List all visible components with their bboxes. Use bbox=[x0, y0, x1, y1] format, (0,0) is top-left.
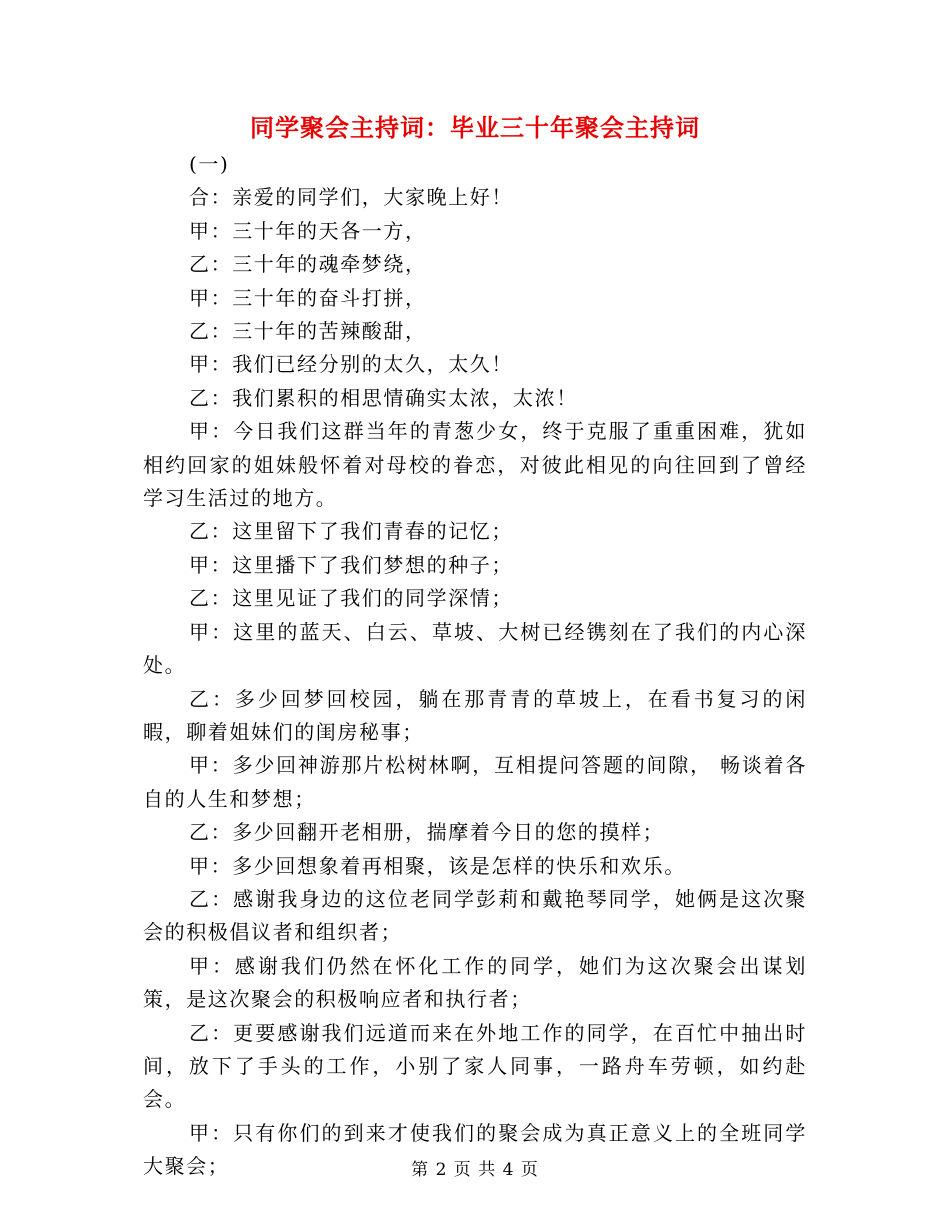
paragraph: 甲：多少回神游那片松树林啊，互相提问答题的间隙， 畅谈着各自的人生和梦想； bbox=[143, 753, 807, 811]
paragraph: 乙：我们累积的相思情确实太浓，太浓！ bbox=[189, 385, 578, 410]
paragraph: 乙：三十年的苦辣酸甜， bbox=[189, 319, 427, 344]
paragraph: 乙：这里见证了我们的同学深情； bbox=[189, 586, 513, 611]
paragraph: 甲：这里的蓝天、白云、草坡、大树已经镌刻在了我们的内心深处。 bbox=[143, 619, 807, 678]
paragraph: 乙：多少回梦回校园，躺在那青青的草坡上，在看书复习的闲暇，聊着姐妹们的闺房秘事； bbox=[143, 686, 807, 744]
paragraph: 甲：三十年的天各一方， bbox=[189, 218, 427, 243]
document-title: 同学聚会主持词：毕业三十年聚会主持词 bbox=[250, 113, 700, 142]
paragraph: 乙：更要感谢我们远道而来在外地工作的同学，在百忙中抽出时间，放下了手头的工作，小别了家人同事，一路舟车劳顿，如约赴会。 bbox=[143, 1020, 807, 1112]
paragraph: 乙：多少回翻开老相册，揣摩着今日的您的摸样； bbox=[189, 820, 665, 845]
paragraph: 乙：三十年的魂牵梦绕， bbox=[189, 252, 427, 277]
paragraph: 甲：这里播下了我们梦想的种子； bbox=[189, 552, 513, 577]
paragraph: 乙：感谢我身边的这位老同学彭莉和戴艳琴同学，她俩是这次聚会的积极倡议者和组织者； bbox=[143, 886, 807, 945]
paragraph: 甲：多少回想象着再相聚，该是怎样的快乐和欢乐。 bbox=[189, 853, 686, 878]
paragraph: 合：亲爱的同学们，大家晚上好！ bbox=[189, 185, 513, 210]
paragraph: 甲：感谢我们仍然在怀化工作的同学，她们为这次聚会出谋划策，是这次聚会的积极响应者和执行者； bbox=[143, 953, 807, 1012]
paragraph: 甲：三十年的奋斗打拼， bbox=[189, 285, 427, 310]
paragraph: (一) bbox=[189, 152, 230, 176]
document-body bbox=[143, 148, 807, 1184]
paragraph: 甲：我们已经分别的太久，太久！ bbox=[189, 352, 513, 377]
paragraph: 甲：只有你们的到来才使我们的聚会成为真正意义上的全班同学大聚会； bbox=[143, 1120, 807, 1179]
page-footer: 第 2 页 共 4 页 bbox=[411, 1160, 539, 1180]
paragraph: 甲：今日我们这群当年的青葱少女，终于克服了重重困难，犹如相约回家的姐妹般怀着对母校的眷恋，对彼此相见的向往回到了曾经学习生活过的地方。 bbox=[143, 419, 807, 511]
paragraph: 乙：这里留下了我们青春的记忆； bbox=[189, 519, 513, 544]
